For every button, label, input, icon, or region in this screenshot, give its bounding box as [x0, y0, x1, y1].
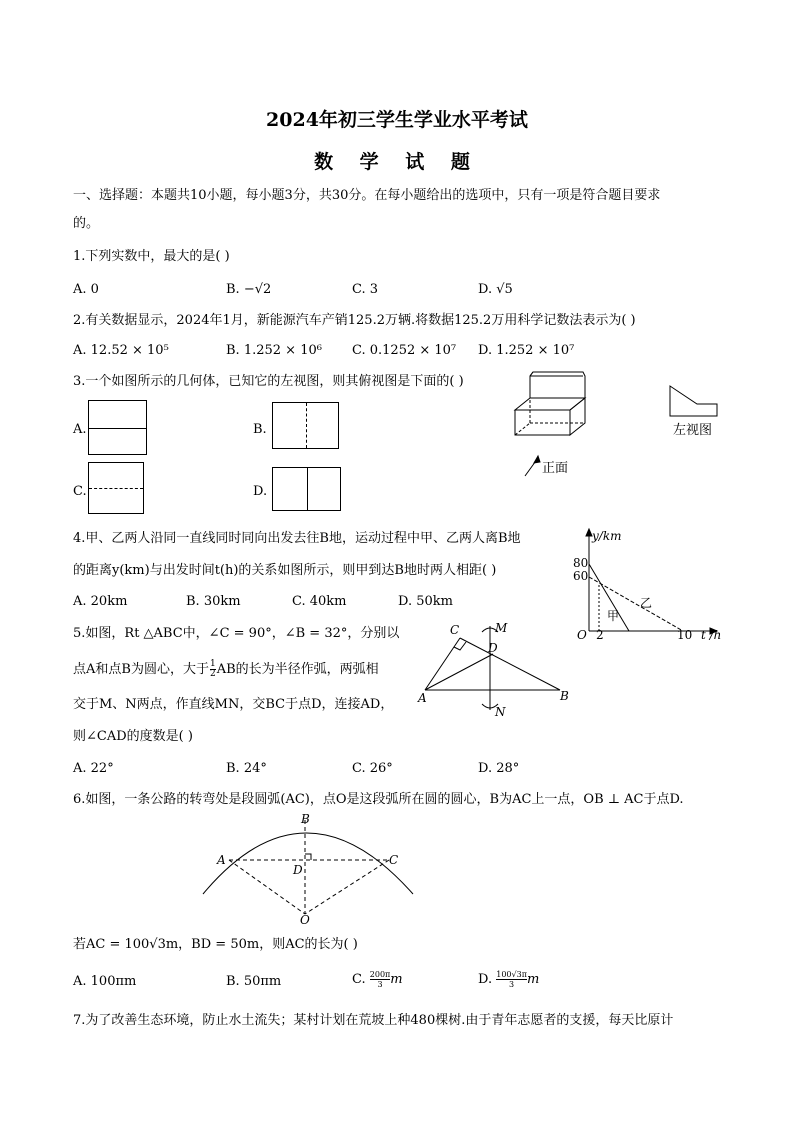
- q3-option-a-label[interactable]: A.: [73, 422, 87, 437]
- q2-stem: 2.有关数据显示，2024年1月，新能源汽车产销125.2万辆.将数据125.2万用科学记数法表示为( ): [73, 313, 636, 328]
- q5-fraction: [210, 660, 216, 679]
- q5-label-a: A: [418, 691, 427, 705]
- q6-option-c-num: 200π: [369, 970, 391, 979]
- q3-left-view-figure: [668, 384, 720, 420]
- q5-label-d: D: [488, 641, 498, 655]
- section-instructions-line2: 的。: [73, 216, 100, 231]
- q4-option-a[interactable]: A. 20km: [73, 594, 128, 609]
- q5-option-a[interactable]: A. 22°: [73, 761, 114, 776]
- q3-front-label: 正面: [542, 461, 569, 476]
- q6-label-c: C: [389, 853, 399, 867]
- q7-line1: 7.为了改善生态环境，防止水土流失；某村计划在荒坡上种480棵树.由于青年志愿者的支援，每天比原计: [73, 1013, 674, 1028]
- q5-triangle-figure: [410, 618, 575, 720]
- q1-option-d[interactable]: D. √5: [478, 282, 513, 297]
- q5-label-m: M: [495, 621, 508, 635]
- q5-option-c[interactable]: C. 26°: [352, 761, 393, 776]
- q6-option-d-num: 100√3π: [496, 970, 527, 979]
- q5-line1: 5.如图，Rt △ABC中，∠C = 90°，∠B = 32°，分别以: [73, 626, 400, 641]
- q6-label-d: D: [293, 863, 303, 877]
- q2-option-b[interactable]: B. 1.252 × 10⁶: [226, 343, 322, 358]
- q3-left-view-label: 左视图: [673, 423, 713, 438]
- q2-option-d[interactable]: D. 1.252 × 10⁷: [478, 343, 575, 358]
- q5-line2-start: 点A和点B为圆心，大于: [73, 662, 209, 677]
- q1-option-b[interactable]: B. −√2: [226, 282, 272, 297]
- q6-option-d[interactable]: [478, 970, 539, 989]
- q2-option-c[interactable]: C. 0.1252 × 10⁷: [352, 343, 457, 358]
- q6-label-a: A: [217, 853, 226, 867]
- q5-fraction-num: 1: [209, 659, 216, 669]
- q5-fraction-den: 2: [209, 669, 216, 679]
- q1-stem: 1.下列实数中，最大的是( ): [73, 249, 230, 264]
- q6-option-d-unit: m: [526, 972, 540, 987]
- section-instructions-line1: 一、选择题：本题共10小题，每小题3分，共30分。在每小题给出的选项中，只有一项是符合题目要求: [73, 188, 661, 203]
- q5-option-d[interactable]: D. 28°: [478, 761, 520, 776]
- q6-option-c-unit: m: [390, 972, 403, 987]
- q3-option-b-figure[interactable]: [272, 402, 339, 449]
- q6-option-d-fraction: [496, 970, 527, 989]
- q6-option-c-prefix: C.: [352, 972, 366, 987]
- subject-title: 数 学 试 题: [314, 151, 480, 173]
- q2-option-a[interactable]: A. 12.52 × 10⁵: [73, 343, 169, 358]
- q4-option-b[interactable]: B. 30km: [186, 594, 241, 609]
- q6-line2: 若AC = 100√3m，BD = 50m，则AC的长为( ): [73, 937, 358, 952]
- q6-option-c-den: 3: [377, 980, 383, 989]
- q4-option-d[interactable]: D. 50km: [398, 594, 453, 609]
- q6-line1: 6.如图，一条公路的转弯处是段圆弧(AC)，点O是这段弧所在圆的圆心，B为AC上一点，OB ⊥ AC于点D.: [73, 792, 684, 807]
- q5-label-n: N: [495, 705, 506, 719]
- q5-label-b: B: [560, 689, 569, 703]
- q6-option-c[interactable]: [352, 970, 403, 989]
- q4-origin-label: O: [577, 628, 587, 642]
- q4-x-tick-10: 10: [677, 628, 693, 642]
- q6-option-a[interactable]: A. 100πm: [73, 974, 137, 989]
- q4-jia-label: 甲: [607, 609, 620, 623]
- q4-line2: 的距离y(km)与出发时间t(h)的关系如图所示，则甲到达B地时两人相距( ): [73, 563, 497, 578]
- q4-y-tick-60: 60: [573, 569, 589, 583]
- q3-option-d-figure[interactable]: [272, 467, 341, 511]
- q4-y-tick-80: 80: [573, 556, 589, 570]
- q6-option-d-den: 3: [509, 980, 515, 989]
- q6-label-o: O: [300, 913, 310, 927]
- q6-arc-figure: [195, 812, 425, 927]
- q4-x-tick-2: 2: [596, 628, 604, 642]
- q5-line4: 则∠CAD的度数是( ): [73, 729, 193, 744]
- q1-option-a[interactable]: A. 0: [73, 282, 99, 297]
- q4-x-axis-label: t /h: [701, 628, 722, 642]
- q3-stem: 3.一个如图所示的几何体，已知它的左视图，则其俯视图是下面的( ): [73, 374, 464, 389]
- q6-label-b: B: [301, 812, 310, 826]
- q1-option-c[interactable]: C. 3: [352, 282, 379, 297]
- q4-yi-label: 乙: [640, 596, 653, 610]
- q4-distance-time-graph: [565, 525, 725, 645]
- q6-option-b[interactable]: B. 50πm: [226, 974, 282, 989]
- q4-option-c[interactable]: C. 40km: [292, 594, 347, 609]
- q5-option-b[interactable]: B. 24°: [226, 761, 267, 776]
- q5-line2: [73, 660, 379, 679]
- q4-y-axis-label: y/km: [592, 529, 622, 543]
- q6-option-d-prefix: D.: [478, 972, 493, 987]
- q3-option-c-figure[interactable]: [88, 462, 144, 514]
- q5-label-c: C: [450, 623, 460, 637]
- q4-line1: 4.甲、乙两人沿同一直线同时同向出发去往B地，运动过程中甲、乙两人离B地: [73, 531, 521, 546]
- q3-option-c-label[interactable]: C.: [73, 484, 87, 499]
- q5-line3: 交于M、N两点，作直线MN，交BC于点D，连接AD，: [73, 697, 394, 712]
- exam-title: 2024年初三学生学业水平考试: [266, 109, 528, 131]
- q3-option-d-label[interactable]: D.: [253, 484, 268, 499]
- q3-option-b-label[interactable]: B.: [253, 422, 267, 437]
- q3-option-a-figure[interactable]: [88, 400, 147, 455]
- q5-line2-end: AB的长为半径作弧，两弧相: [216, 662, 379, 677]
- q6-option-c-fraction: [370, 970, 391, 989]
